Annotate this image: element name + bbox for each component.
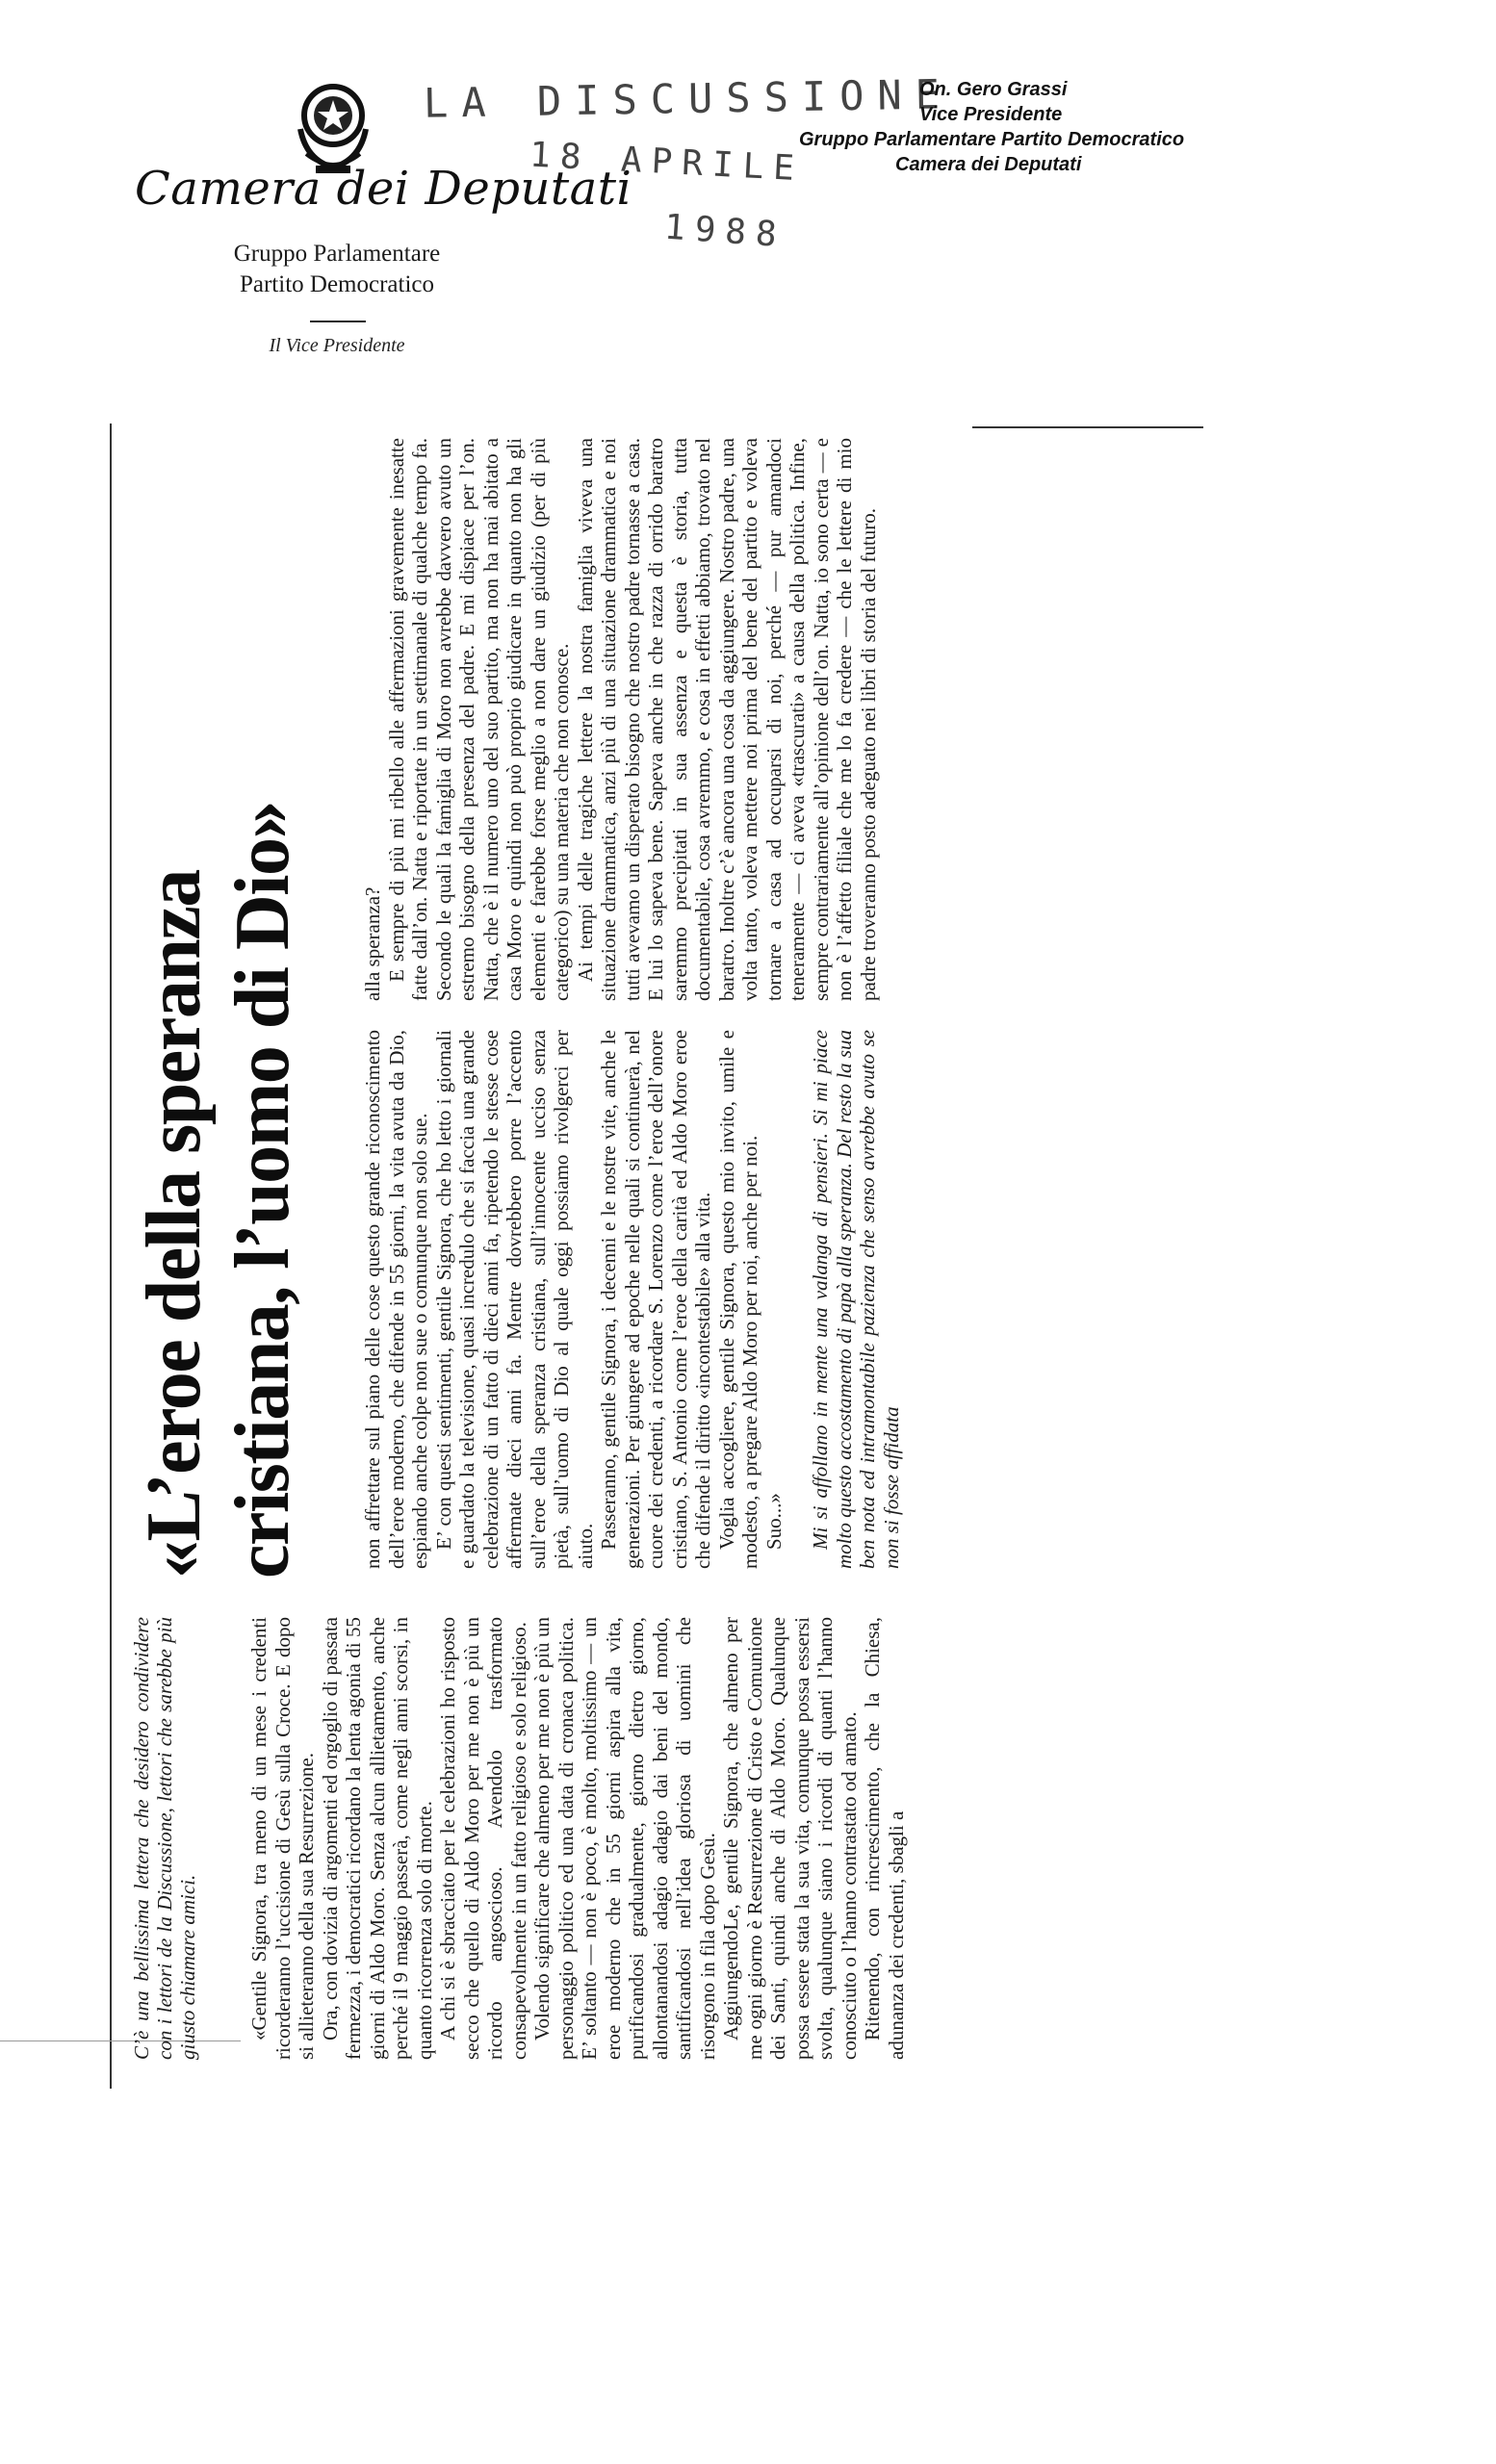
letterhead-divider — [310, 321, 366, 322]
handwritten-year: 1988 — [662, 207, 787, 256]
article-paragraph: Mi si affollano in mente una valanga di pensieri. Si mi piace molto questo accostamento di papà alla speranza. Del resto la sua ben nota ed intramontabile pazienza che senso avrebbe avuto se non si fosse affidata — [809, 1030, 903, 1569]
stamp-chamber: Camera dei Deputati — [895, 154, 1082, 175]
article-headline — [130, 462, 313, 1578]
article-paragraph: Ora, con dovizia di argomenti ed orgoglio di passata fermezza, i democratici ricordano la lenta agonia di 55 giorni di Aldo Moro. Senza alcun allietamento, anche perché il 9 maggio passerà, come negli anni scorsi, in quanto ricorrenza solo di morte. — [318, 1617, 436, 2060]
stamp-title: Vice Presidente — [919, 104, 1063, 125]
stamp-group: Gruppo Parlamentare Partito Democratico — [799, 129, 1185, 150]
article-column-1 — [130, 1617, 1218, 2060]
institution-name: Camera dei Deputati — [135, 162, 632, 216]
article-paragraph: Ritenendo, con rincrescimento, che la Chiesa, adunanza dei credenti, sbagli a — [861, 1617, 908, 2060]
headline-line-1: «L’eroe della speranza — [132, 870, 217, 1578]
article-paragraph: Volendo significare che almeno per me non è più un personaggio politico ed una data di cronaca politica. E’ soltanto — non è poco, è molto, moltissimo — un eroe moderno che in 55 giorni aspira alla vita, purificandosi gradualmente, giorno dietro giorno, allontanandosi adagio adagio dai beni del mondo, santificandosi nell’idea gloriosa di uomini che risorgono in fila dopo Gesù. — [530, 1617, 719, 2060]
group-line-2: Partito Democratico — [239, 271, 434, 297]
role-label: Il Vice Presidente — [269, 335, 405, 356]
article-paragraph: non affrettare sul piano delle cose questo grande riconoscimento dell’eroe moderno, che difende in 55 giorni, la vita avuta da Dio, espiando anche colpe non sue o comunque non solo sue. — [361, 1030, 431, 1569]
article-intro: C’è una bellissima lettera che desidero condividere con i lettori de la Discussione, lettori che sarebbe più giusto chiamare amici. — [130, 1617, 199, 2060]
article-paragraph: Passeranno, gentile Signora, i decenni e le nostre vite, anche le generazioni. Per giungere ad epoche nelle quali si continuerà, nel cuore dei credenti, a ricordare S. Lorenzo come l’eroe dell’onore cristiano, S. Antonio come l’eroe della carità ed Aldo Moro eroe che difende il diritto «incontestabile» alla vita. — [597, 1030, 714, 1569]
headline-line-2: cristiana, l’uomo di Dio» — [220, 802, 305, 1578]
clipping-rule-left — [110, 424, 112, 2089]
article-paragraph: Voglia accogliere, gentile Signora, questo mio invito, umile e modesto, a pregare Aldo Moro per noi, anche per noi. — [714, 1030, 761, 1569]
article-column-3 — [361, 438, 1218, 1001]
article-paragraph: alla speranza? — [361, 886, 384, 1001]
article-column-2 — [361, 1030, 1218, 1569]
article-paragraph: E sempre di più mi ribello alle affermazioni gravemente inesatte fatte dall’on. Natta e riportate in un settimanale di qualche tempo fa. Secondo le quali la famiglia di Moro non avrebbe davvero avuto un estremo bisogno della presenza del padre. E mi dispiace per l’on. Natta, che è il numero uno del suo partito, ma non ha mai abitato a casa Moro e quindi non può proprio giudicare in quanto non ha gli elementi e farebbe forse meglio a non dare un giudizio (per di più categorico) su una materia che non conosce. — [384, 438, 573, 1001]
article-rotated — [130, 424, 1218, 2060]
stamp-name: On. Gero Grassi — [919, 79, 1068, 100]
article-paragraph: Suo...» — [761, 1493, 786, 1550]
article-clipping — [130, 424, 1218, 2060]
article-paragraph: Ai tempi delle tragiche lettere la nostra famiglia viveva una situazione drammatica, anzi più di una situazione drammatica e noi tutti avevamo un disperato bisogno che nostro padre tornasse a casa. E lui lo sapeva bene. Sapeva anche in che razza di orrido baratro saremmo precipitati in sua assenza e questa è storia, tutta documentabile, cosa avremmo, e cosa in effetti abbiamo, trovato nel baratro. Inoltre c’è ancora una cosa da aggiungere. Nostro padre, una volta tanto, voleva mettere noi prima del bene del partito e voleva tornare a casa ad occuparsi di noi, perché — pur amandoci teneramente — ci aveva «trascurati» a causa della politica. Infine, sempre contrariamente all’opinione dell’on. Natta, io sono certa — e non è l’affetto filiale che me lo fa credere — che le lettere di mio padre troveranno posto adeguato nei libri di storia del futuro. — [573, 438, 880, 1001]
group-line-1: Gruppo Parlamentare — [233, 241, 441, 267]
article-paragraph: AggiungendoLe, gentile Signora, che almeno per me ogni giorno è Resurrezione di Cristo e Comunione dei Santi, quindi anche di Aldo Moro. Qualunque possa essere stata la sua vita, comunque possa essersi svolta, qualunque siano i ricordi di quanti l’hanno conosciuto o l’hanno contrastato od amato. — [719, 1617, 861, 2060]
article-paragraph: E’ con questi sentimenti, gentile Signora, che ho letto i giornali e guardato la televisione, quasi incredulo che si faccia una grande celebrazione di un fatto di dieci anni fa, ripetendo le stesse cose affermate dieci anni fa. Mentre dovrebbero porre l’accento sull’eroe della speranza cristiana, sull’innocente ucciso senza pietà, sull’uomo di Dio al quale oggi possiamo rivolgerci per aiuto. — [431, 1030, 597, 1569]
article-paragraph: «Gentile Signora, tra meno di un mese i credenti ricorderanno l’uccisione di Gesù sulla Croce. E dopo si allieteranno della sua Resurrezione. — [247, 1617, 318, 2060]
handwritten-newspaper: LA DISCUSSIONE — [423, 70, 954, 127]
article-paragraph: A chi si è sbracciato per le celebrazioni ho risposto secco che quello di Aldo Moro per me non è più un ricordo angoscioso. Avendolo trasformato consapevolmente in un fatto religioso e solo religioso. — [436, 1617, 530, 2060]
handwritten-date: 18 APRILE — [529, 135, 805, 190]
